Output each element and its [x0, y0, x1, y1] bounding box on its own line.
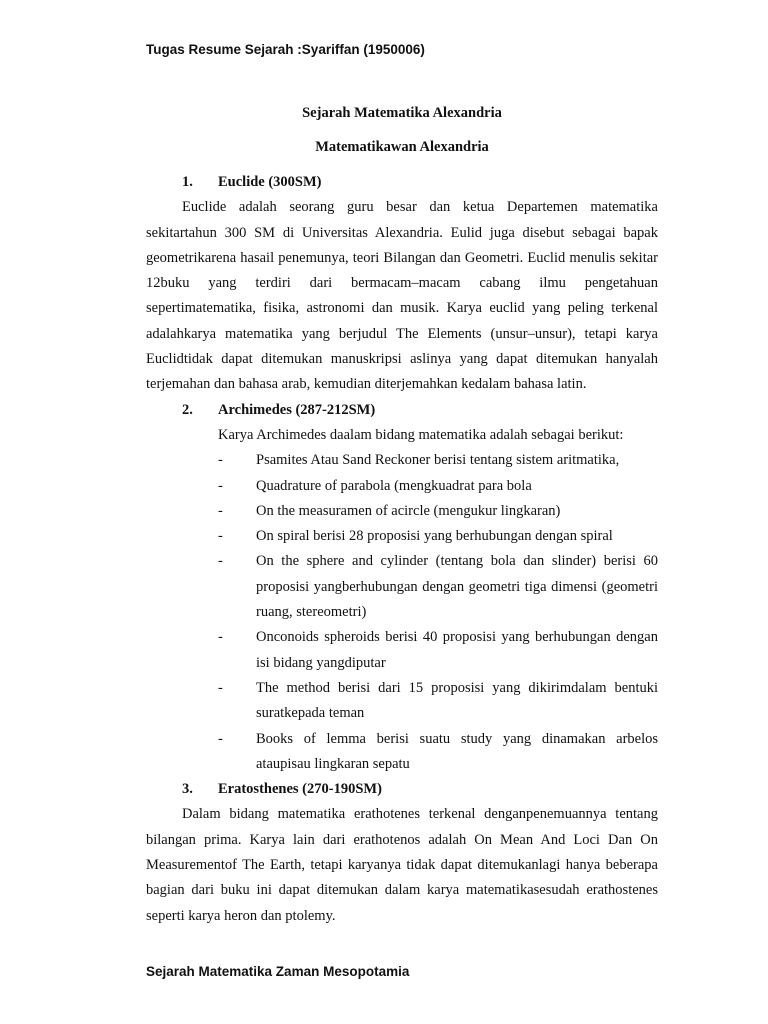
document-title: Sejarah Matematika Alexandria	[302, 105, 502, 121]
section-heading-eratosthenes	[146, 777, 658, 802]
list-dash: -	[218, 730, 223, 747]
list-item-text: Onconoids spheroids berisi 40 proposisi yang berhubungan dengan isi bidang yangdiputar	[256, 629, 658, 671]
list-dash: -	[218, 477, 223, 494]
list-item	[146, 524, 658, 549]
list-item	[146, 625, 658, 676]
list-item	[146, 727, 658, 778]
list-dash: -	[218, 528, 223, 545]
list-item	[146, 474, 658, 499]
page-footer: Sejarah Matematika Zaman Mesopotamia	[146, 964, 410, 979]
section-title: Archimedes (287-212SM)	[218, 401, 376, 418]
list-item-text: Books of lemma berisi suatu study yang dinamakan arbelos ataupisau lingkaran sepatu	[256, 730, 658, 772]
list-item	[146, 676, 658, 727]
list-item-text: On the sphere and cylinder (tentang bola dan slinder) berisi 60 proposisi yangberhubungan dengan geometri tiga dimensi (geometri ruang, stereometri)	[256, 553, 658, 621]
section-title: Euclide (300SM)	[218, 174, 322, 190]
archimedes-works-list	[146, 448, 658, 777]
section-number: 3.	[182, 781, 193, 798]
section-paragraph-euclide: Euclide adalah seorang guru besar dan ketua Departemen matematika sekitartahun 300 SM di Universitas Alexandria. Eulid juga disebut sebagai bapak geometrikarena hasail penemunya, teori Bilangan dan Geometri. Euclid menulis sekitar 12buku yang terdiri dari bermacam–macam cabang ilmu pengetahuan sepertimatematika, fisika, astronomi dan musik. Karya euclid yang peling terkenal adalahkarya matematika yang berjudul The Elements (unsur–unsur), tetapi karya Euclidtidak dapat ditemukan manuskripsi aslinya yang dapat ditemukan hanyalah terjemahan dan bahasa arab, kemudian diterjemahkan kedalam bahasa latin.	[146, 199, 658, 393]
section-heading-archimedes	[146, 398, 658, 423]
list-item-text: On spiral berisi 28 proposisi yang berhubungan dengan spiral	[256, 528, 613, 545]
list-dash: -	[218, 502, 223, 519]
section-paragraph-eratosthenes: Dalam bidang matematika erathotenes terkenal denganpenemuannya tentang bilangan prima. Karya lain dari erathotenos adalah On Mean And Loci Dan On Measurementof The Earth, tetapi karyanya tidak dapat ditemukanlagi hanya beberapa bagian dari buku ini dapat ditemukan dalam karya matematikasesudah erathostenes seperti karya heron dan ptolemy.	[146, 806, 658, 924]
section-number: 2.	[182, 401, 193, 418]
list-item-text: On the measuramen of acircle (mengukur lingkaran)	[256, 502, 561, 519]
list-dash: -	[218, 452, 223, 469]
list-dash: -	[218, 553, 223, 570]
list-item	[146, 448, 658, 473]
list-item-text: Psamites Atau Sand Reckoner berisi tentang sistem aritmatika,	[256, 452, 620, 469]
list-item	[146, 499, 658, 524]
section-heading-euclide	[146, 170, 658, 195]
list-dash: -	[218, 629, 223, 646]
list-item-text: The method berisi dari 15 proposisi yang dikirimdalam bentuki suratkepada teman	[256, 679, 658, 722]
list-item-text: Quadrature of parabola (mengkuadrat para bola	[256, 477, 532, 494]
section-title: Eratosthenes (270-190SM)	[218, 781, 382, 798]
section-intro-archimedes: Karya Archimedes daalam bidang matematika adalah sebagai berikut:	[218, 426, 624, 443]
section-number: 1.	[182, 174, 193, 190]
document-subtitle: Matematikawan Alexandria	[315, 139, 489, 155]
document-body	[146, 170, 658, 929]
list-dash: -	[218, 679, 223, 696]
list-item	[146, 549, 658, 625]
page-header: Tugas Resume Sejarah :Syariffan (1950006)	[146, 42, 425, 57]
